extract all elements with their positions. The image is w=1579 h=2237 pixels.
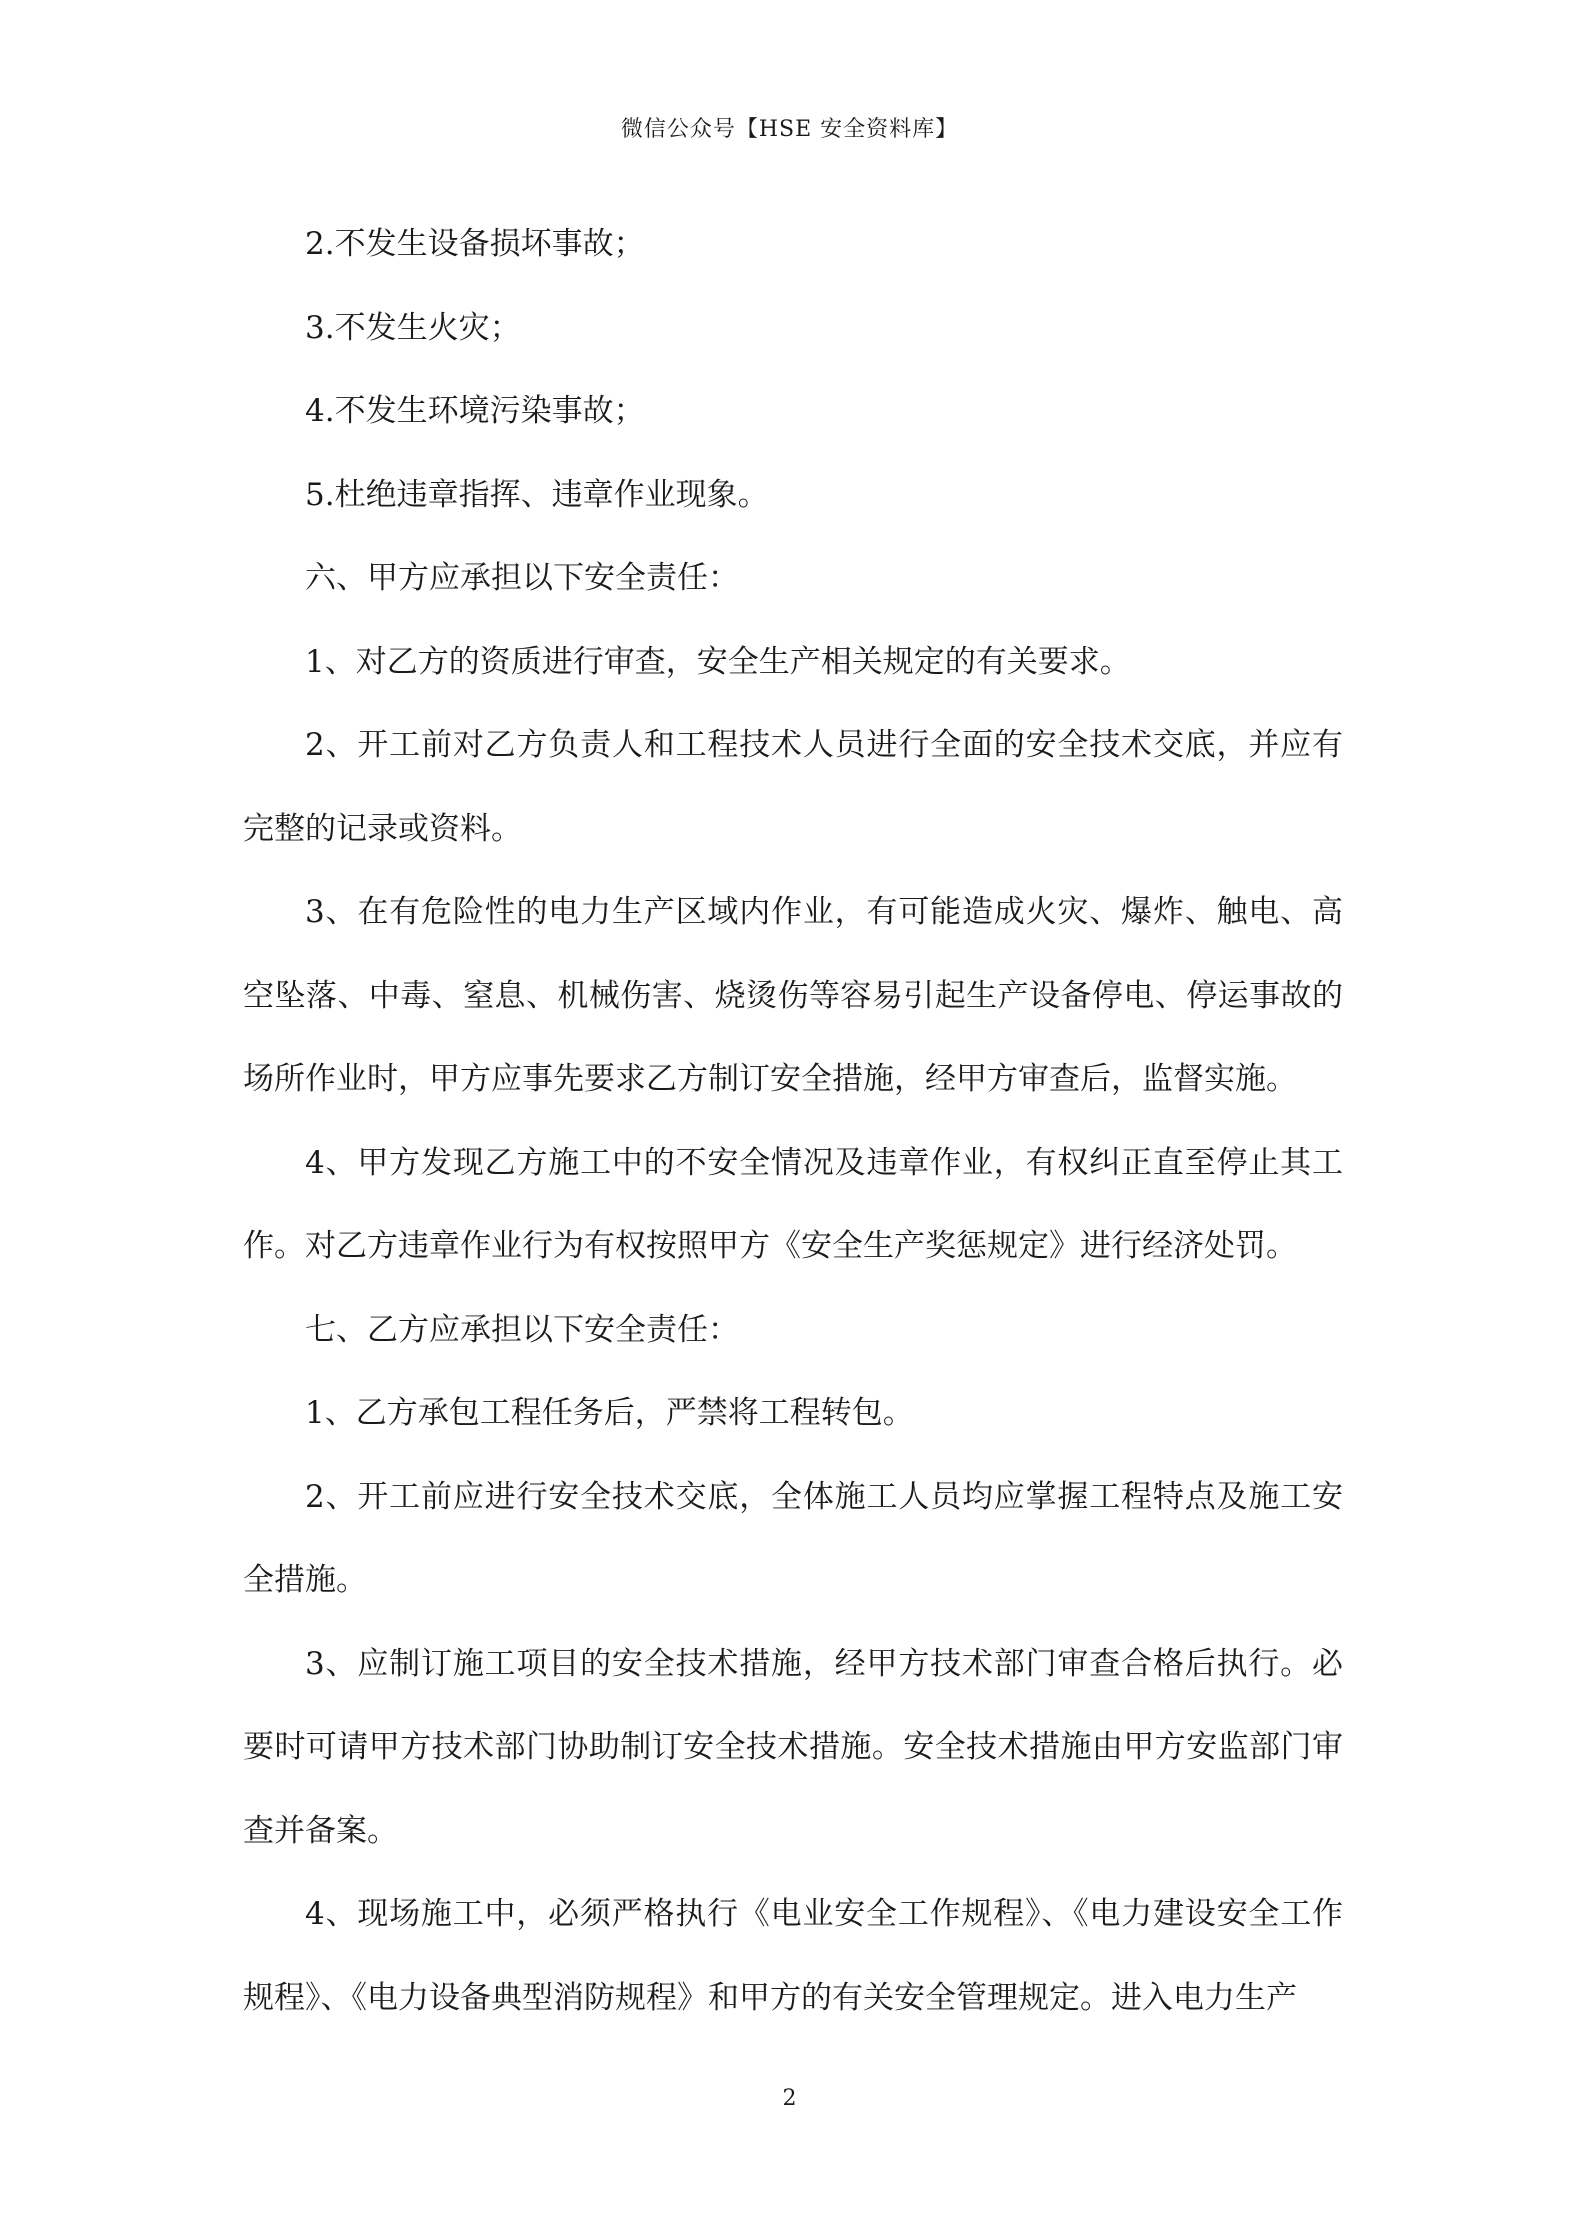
paragraph: 2、开工前对乙方负责人和工程技术人员进行全面的安全技术交底，并应有完整的记录或资料。 (243, 727, 1343, 847)
paragraph: 1、对乙方的资质进行审查，安全生产相关规定的有关要求。 (305, 643, 1131, 680)
paragraph: 3、在有危险性的电力生产区域内作业，有可能造成火灾、爆炸、触电、高空坠落、中毒、窒息、机械伤害、烧烫伤等容易引起生产设备停电、停运事故的场所作业时，甲方应事先要求乙方制订安全措施，经甲方审查后，监督实施。 (243, 894, 1343, 1097)
page-header: 微信公众号【HSE 安全资料库】 (620, 117, 959, 142)
paragraph: 4、现场施工中，必须严格执行《电业安全工作规程》、《电力建设安全工作规程》、《电力设备典型消防规程》和甲方的有关安全管理规定。进入电力生产 (243, 1896, 1343, 2016)
paragraph: 4、甲方发现乙方施工中的不安全情况及违章作业，有权纠正直至停止其工作。对乙方违章作业行为有权按照甲方《安全生产奖惩规定》进行经济处罚。 (243, 1144, 1343, 1264)
section-heading: 七、乙方应承担以下安全责任： (305, 1311, 739, 1348)
paragraph: 3.不发生火灾； (305, 309, 521, 346)
paragraph: 3、应制订施工项目的安全技术措施，经甲方技术部门审查合格后执行。必要时可请甲方技术部门协助制订安全技术措施。安全技术措施由甲方安监部门审查并备案。 (243, 1645, 1343, 1849)
page-number: 2 (782, 2086, 797, 2111)
paragraph: 5.杜绝违章指挥、违章作业现象。 (305, 476, 769, 513)
paragraph: 2、开工前应进行安全技术交底，全体施工人员均应掌握工程特点及施工安全措施。 (243, 1478, 1343, 1598)
document-body (243, 203, 1343, 2040)
paragraph: 1、乙方承包工程任务后，严禁将工程转包。 (305, 1395, 914, 1431)
paragraph: 2.不发生设备损坏事故； (305, 226, 645, 262)
section-heading: 六、甲方应承担以下安全责任： (305, 560, 739, 596)
paragraph: 4.不发生环境污染事故； (305, 393, 645, 429)
